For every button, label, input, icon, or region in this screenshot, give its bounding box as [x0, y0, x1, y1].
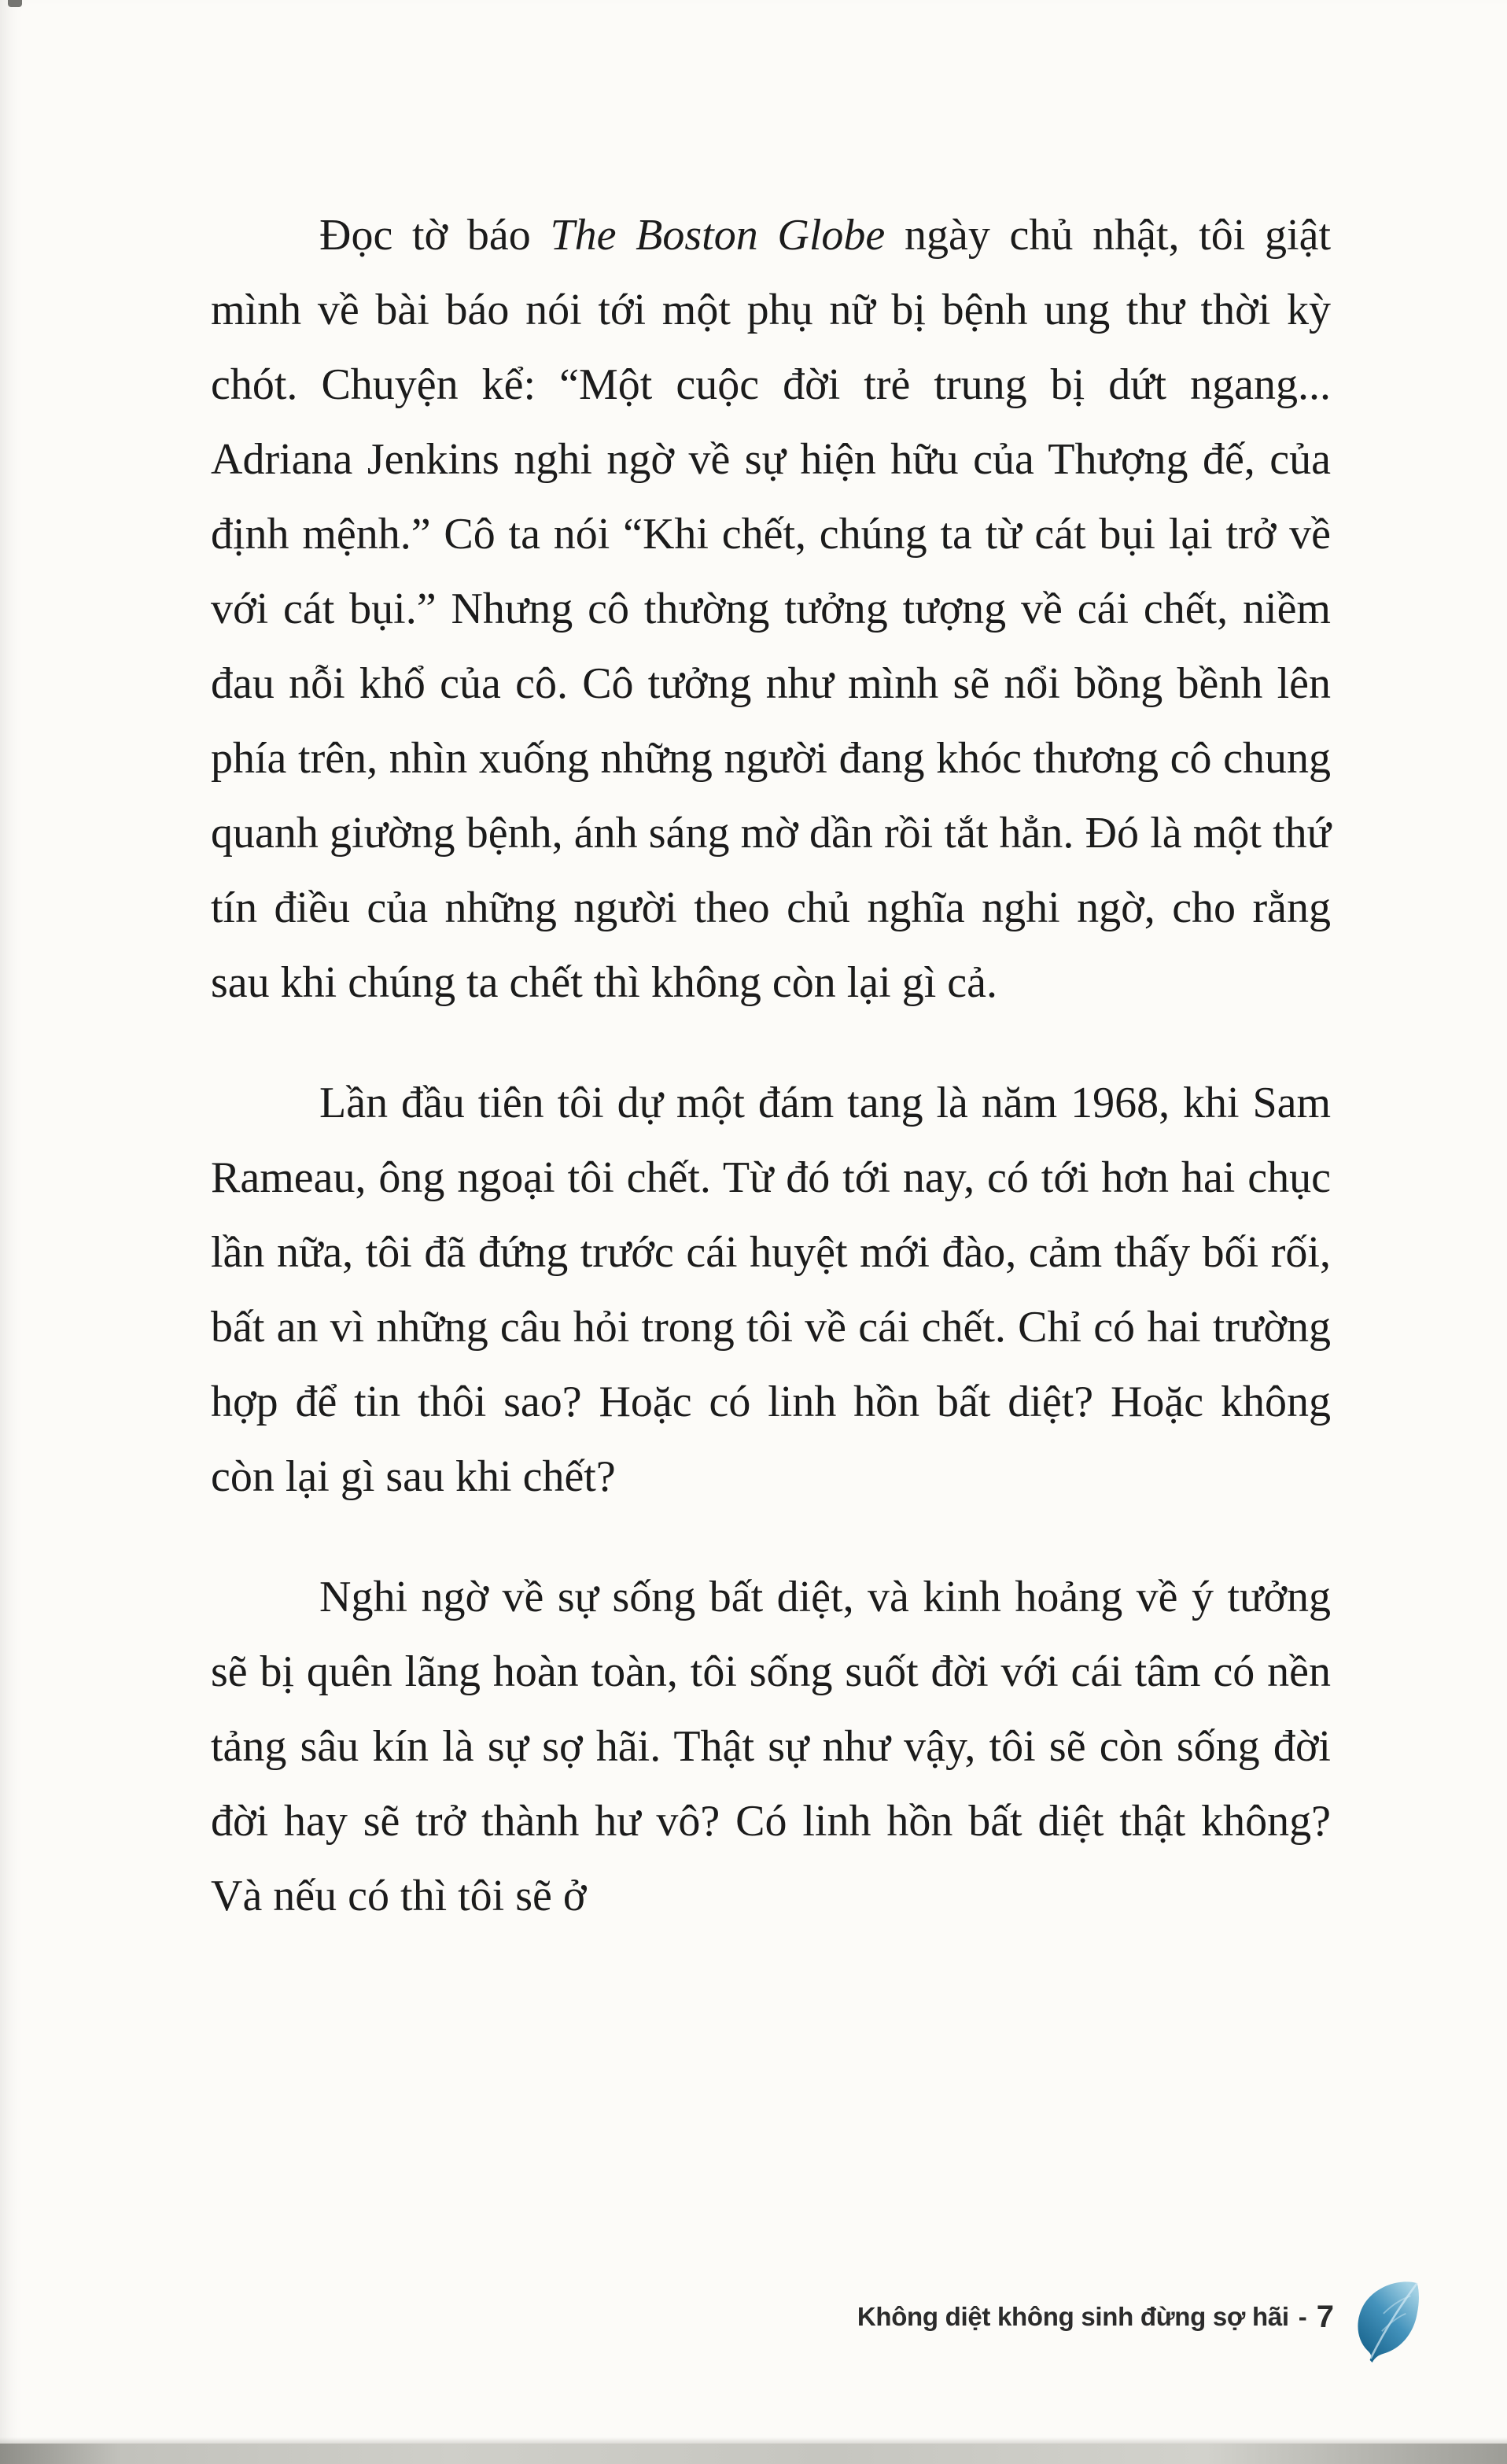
paragraph-2-text: Lần đầu tiên tôi dự một đám tang là năm 1968, khi Sam Rameau, ông ngoại tôi chết. Từ đó tới nay, có tới hơn hai chục lần nữa, tôi đã đứng trước cái huyệt mới đào, cảm thấy bối rối, bất an vì những câu hỏi trong tôi về cái chết. Chỉ có hai trường hợp để tin thôi sao? Hoặc có linh hồn bất diệt? Hoặc không còn lại gì sau khi chết? [211, 1079, 1331, 1501]
paragraph-3-text: Nghi ngờ về sự sống bất diệt, và kinh hoảng về ý tưởng sẽ bị quên lãng hoàn toàn, tôi sống suốt đời với cái tâm có nền tảng sâu kín là sự sợ hãi. Thật sự như vậy, tôi sẽ còn sống đời đời hay sẽ trở thành hư vô? Có linh hồn bất diệt thật không? Và nếu có thì tôi sẽ ở [211, 1573, 1331, 1920]
paragraph-1-text-b: ngày chủ nhật, tôi giật mình về bài báo nói tới một phụ nữ bị bệnh ung thư thời kỳ chót. Chuyện kể: “Một cuộc đời trẻ trung bị dứt ngang... Adriana Jenkins nghi ngờ về sự hiện hữu của Thượng đế, của định mệnh.” Cô ta nói “Khi chết, chúng ta từ cát bụi lại trở về với cát bụi.” Nhưng cô thường tưởng tượng về cái chết, niềm đau nỗi khổ của cô. Cô tưởng như mình sẽ nổi bồng bềnh lên phía trên, nhìn xuống những người đang khóc thương cô chung quanh giường bệnh, ánh sáng mờ dần rồi tắt hẳn. Đó là một thứ tín điều của những người theo chủ nghĩa nghi ngờ, cho rằng sau khi chúng ta chết thì không còn lại gì cả. [211, 211, 1331, 1007]
paragraph-2 [211, 1066, 1331, 1514]
bodhi-leaf-icon [1348, 2278, 1428, 2365]
paragraph-1-italic-title: The Boston Globe [550, 211, 886, 260]
page-text [211, 198, 1331, 1934]
footer-separator: - [1298, 2302, 1307, 2331]
scan-edge-shadow [0, 2437, 1507, 2444]
footer-book-title: Không diệt không sinh đừng sợ hãi [857, 2302, 1289, 2331]
scan-edge-bottom [0, 2444, 1507, 2464]
paragraph-1 [211, 198, 1331, 1020]
paragraph-1-text-a: Đọc tờ báo [319, 211, 551, 260]
page-number: 7 [1316, 2299, 1334, 2334]
page-footer [857, 2274, 1428, 2360]
bodhi-leaf-svg [1348, 2278, 1428, 2365]
scan-corner-artifact [8, 0, 22, 7]
paragraph-3 [211, 1560, 1331, 1934]
